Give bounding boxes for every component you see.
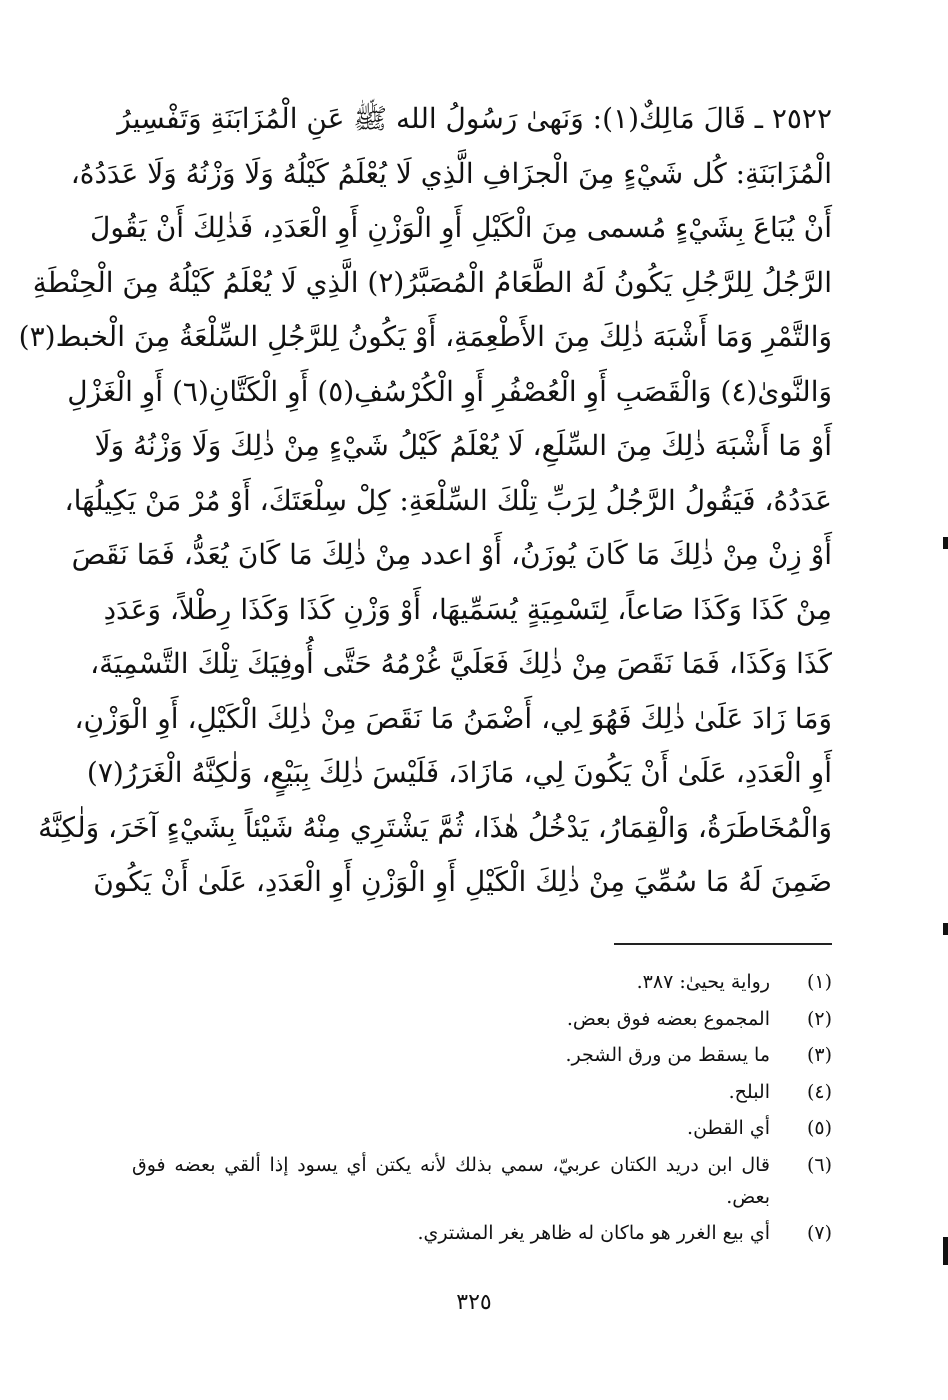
scan-edge-mark: [943, 537, 948, 549]
footnote-3: [132, 1039, 832, 1071]
text-line-4: الرَّجُلُ لِلرَّجُلِ يَكُونُ لَهُ الطَّعَامُ الْمُصَبَّرُ(٢) الَّذِي لَا يُعْلَمُ كَيْلُهُ مِنَ الْحِنْطَةِ: [32, 265, 832, 299]
text-line-2: الْمُزَابَنَةِ: كُل شَيْءٍ مِنَ الْجزَافِ الَّذِي لَا يُعْلَمُ كَيْلُهُ وَلَا وَزْنُهُ وَلَا عَدَدُهُ،: [70, 156, 832, 190]
text-line-5: وَالتَّمْرِ وَمَا أَشْبَهَ ذٰلِكَ مِنَ الأَطْعِمَةِ، أَوْ يَكُونُ لِلرَّجُلِ السِّلْعَةُ مِنَ الْخبط(٣): [18, 320, 832, 353]
footnote-6: [132, 1149, 832, 1213]
text-line-12: وَمَا زَادَ عَلَىٰ ذٰلِكَ فَهُوَ لِي، أَضْمَنُ مَا نَقَصَ مِنْ ذٰلِكَ الْكَيْلِ، أَوِ الْوَزْنِ،: [74, 701, 832, 735]
footnote-number: (١): [806, 971, 832, 993]
footnote-number: (٢): [806, 1007, 832, 1030]
text-line-10: مِنْ كَذَا وَكَذَا صَاعاً، لِتَسْمِيَةٍ يُسَمِّيهَا، أَوْ وَزْنِ كَذَا وَكَذَا رِطْلاً، وَعَدَدِ: [103, 592, 832, 626]
footnote-text: [132, 1112, 770, 1144]
text-line-6: وَالنَّوىٰ(٤) وَالْقَصَبِ أَوِ الْعُصْفُرِ أَوِ الْكُرْسُفِ(٥) أَوِ الْكَتَّانِ(٦) أَوِ الْغَزْلِ: [67, 374, 832, 408]
text-line-13: أَوِ الْعَدَدِ، عَلَىٰ أَنْ يَكُونَ لِي، مَازَادَ، فَلَيْسَ ذٰلِكَ بِبَيْعٍ، وَلٰكِنَّهُ الْغَرَرُ(٧): [86, 756, 832, 789]
footnote-text-line: رواية يحيىٰ: ٣٨٧.: [636, 971, 770, 993]
footnote-text: [132, 966, 770, 998]
footnote-4: [132, 1076, 832, 1108]
footnote-7: [132, 1217, 832, 1249]
text-line-3: أَنْ يُبَاعَ بِشَيْءٍ مُسمى مِنَ الْكَيْلِ أَوِ الْوَزْنِ أَوِ الْعَدَدِ، فَذٰلِكَ أَنْ يَقُولَ: [90, 211, 832, 244]
footnote-text-line: ما يسقط من ورق الشجر.: [565, 1044, 770, 1066]
text-line-8: عَدَدُهُ، فَيَقُولُ الرَّجُلُ لِرَبِّ تِلْكَ السِّلْعَةِ: كِلْ سِلْعَتَكَ، أَوْ مُرْ مَنْ يَكِيلُهَا،: [64, 483, 832, 517]
scan-edge-mark: [943, 1237, 948, 1265]
footnote-text: [132, 1003, 770, 1035]
footnote-number: (٧): [806, 1222, 832, 1244]
text-line-7: أَوْ مَا أَشْبَهَ ذٰلِكَ مِنَ السِّلَعِ، لَا يُعْلَمُ كَيْلُ شَيْءٍ مِنْ ذٰلِكَ وَلَا وَزْنُهُ وَلَا: [94, 429, 832, 462]
footnote-text: [132, 1039, 770, 1071]
footnote-text-line: قال ابن دريد الكتان عربيّ، سمي بذلك لأنه يكتن أي يسود إذا ألقي بعضه فوق: [132, 1153, 770, 1176]
text-line-1: ٢٥٢٢ ـ قَالَ مَالِكٌ(١): وَنَهىٰ رَسُولُ الله ﷺ عَنِ الْمُزَابَنَةِ وَتَفْسِيرُ: [117, 102, 832, 135]
footnote-number: (٦): [806, 1153, 832, 1176]
footnote-separator: [614, 943, 832, 945]
footnote-text-line: أي القطن.: [687, 1117, 770, 1139]
footnote-number: (٤): [806, 1080, 832, 1103]
main-text-body: [18, 92, 832, 910]
footnote-text-line: البلح.: [728, 1080, 770, 1103]
page-number: ٣٢٥: [456, 1290, 492, 1315]
footnote-text: [132, 1217, 770, 1249]
footnote-2: [132, 1003, 832, 1035]
footnote-text-line: بعض.: [726, 1185, 770, 1208]
text-line-15: ضَمِنَ لَهُ مَا سُمِّيَ مِنْ ذٰلِكَ الْكَيْلِ أَوِ الْوَزْنِ أَوِ الْعَدَدِ، عَلَىٰ أَنْ يَكُونَ: [93, 865, 832, 898]
footnote-text-line: أي بيع الغرر هو ماكان له ظاهر يغر المشتري.: [417, 1222, 770, 1244]
text-line-14: وَالْمُخَاطَرَةُ، وَالْقِمَارُ، يَدْخُلُ هٰذَا، ثُمَّ يَشْتَرِي مِنْهُ شَيْئاً بِشَيْءٍ آخَرَ، وَلٰكِنَّهُ: [38, 810, 832, 844]
footnote-1: [132, 966, 832, 998]
scan-edge-mark: [943, 923, 948, 935]
text-line-9: أَوْ زِنْ مِنْ ذٰلِكَ مَا كَانَ يُوزَنُ، أَوْ اعدد مِنْ ذٰلِكَ مَا كَانَ يُعَدُّ، فَمَا نَقَصَ: [71, 538, 832, 571]
footnote-text: [132, 1076, 770, 1108]
footnote-text-line: المجموع بعضه فوق بعض.: [566, 1007, 770, 1030]
footnote-number: (٥): [806, 1117, 832, 1139]
footnote-5: [132, 1112, 832, 1144]
footnote-number: (٣): [806, 1044, 832, 1066]
text-line-11: كَذَا وَكَذَا، فَمَا نَقَصَ مِنْ ذٰلِكَ فَعَلَيَّ غُرْمُهُ حَتَّى أُوفِيَكَ تِلْكَ التَّسْمِيَةَ،: [90, 647, 832, 680]
footnotes: [132, 966, 832, 1254]
footnote-text: [132, 1149, 770, 1213]
